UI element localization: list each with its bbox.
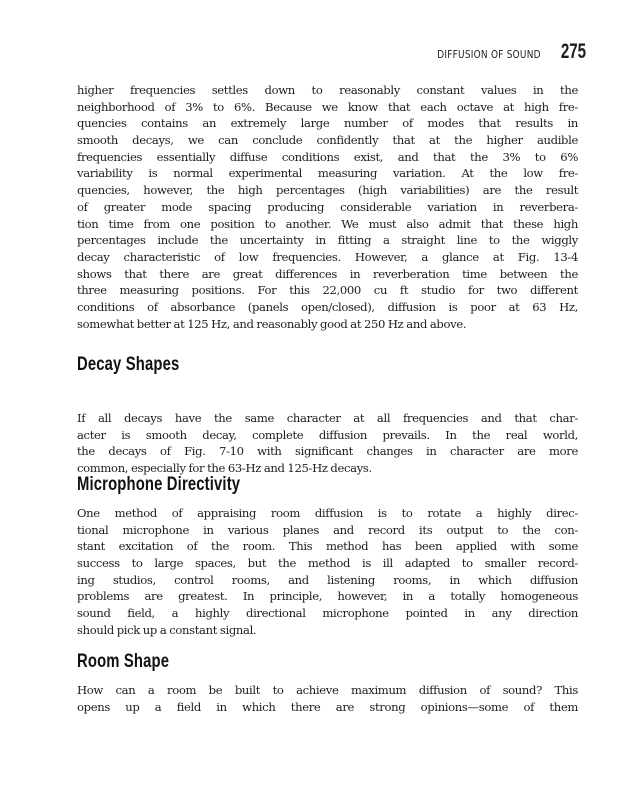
heading-room-shape: Room Shape	[77, 651, 170, 672]
text-line: shows that there are great differences in reverberation time between the	[77, 266, 578, 281]
text-line: decay characteristic of low frequencies. However, a glance at Fig. 13-4	[77, 249, 578, 264]
text-line: acter is smooth decay, complete diffusion prevails. In the real world,	[77, 427, 578, 442]
text-line: One method of appraising room diffusion is to rotate a highly direc-	[77, 506, 578, 520]
text-line: stant excitation of the room. This method has been applied with some	[77, 539, 578, 554]
chapter-title: DIFFUSION OF SOUND	[437, 49, 541, 61]
page-number: 275	[560, 40, 586, 63]
text-line: three measuring positions. For this 22,000 cu ft studio for two different	[77, 283, 578, 298]
text-line: frequencies essentially diffuse conditions exist, and that the 3% to 6%	[77, 149, 578, 164]
heading-microphone-directivity: Microphone Directivity	[77, 474, 241, 495]
paragraph-room-shape	[77, 682, 578, 715]
paragraph-microphone-directivity	[77, 505, 578, 639]
text-line: of greater mode spacing producing considerable variation in reverbera-	[77, 199, 578, 214]
text-line: problems are greatest. In principle, however, in a totally homogeneous	[77, 589, 578, 604]
running-head	[419, 40, 586, 64]
text-line: success to large spaces, but the method is ill adapted to smaller record-	[77, 556, 578, 571]
text-line: percentages include the uncertainty in fitting a straight line to the wiggly	[77, 233, 578, 248]
text-line: ing studios, control rooms, and listening rooms, in which diffusion	[77, 572, 578, 587]
text-line: common, especially for the 63-Hz and 125-Hz decays.	[77, 461, 372, 476]
text-line: higher frequencies settles down to reasonably constant values in the	[77, 83, 578, 97]
text-line: variability is normal experimental measuring variation. At the low fre-	[77, 166, 578, 181]
paragraph-decay-shapes	[77, 410, 578, 477]
text-line: tion time from one position to another. We must also admit that these high	[77, 216, 578, 231]
text-line: should pick up a constant signal.	[77, 622, 257, 637]
text-line: conditions of absorbance (panels open/closed), diffusion is poor at 63 Hz,	[77, 299, 578, 314]
heading-decay-shapes: Decay Shapes	[77, 354, 180, 375]
text-line: If all decays have the same character at all frequencies and that char-	[77, 411, 578, 425]
text-line: tional microphone in various planes and record its output to the con-	[77, 522, 578, 537]
text-line: the decays of Fig. 7-10 with significant changes in character are more	[77, 444, 578, 459]
paragraph-intro	[77, 82, 578, 332]
text-line: How can a room be built to achieve maximum diffusion of sound? This	[77, 683, 578, 697]
text-line: sound field, a highly directional microphone pointed in any direction	[77, 606, 578, 621]
text-line: quencies, however, the high percentages (high variabilities) are the result	[77, 183, 578, 198]
text-line: neighborhood of 3% to 6%. Because we know that each octave at high fre-	[77, 99, 578, 114]
text-line: opens up a field in which there are strong opinions—some of them	[77, 699, 578, 714]
text-line: smooth decays, we can conclude confidently that at the higher audible	[77, 133, 578, 148]
text-line: quencies contains an extremely large number of modes that results in	[77, 116, 578, 131]
text-line: somewhat better at 125 Hz, and reasonably good at 250 Hz and above.	[77, 316, 467, 331]
